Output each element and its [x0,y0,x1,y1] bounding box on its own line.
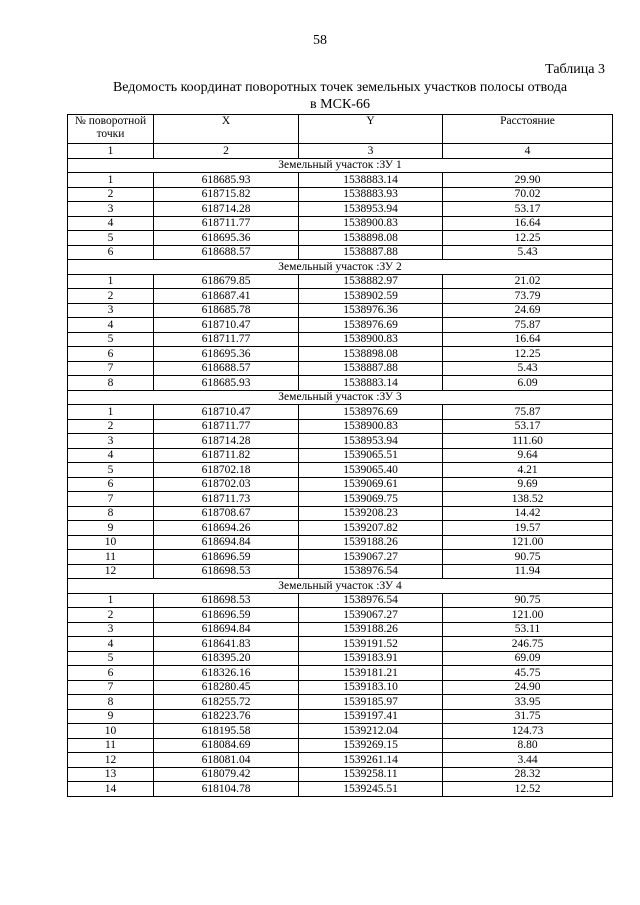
header-point-number [68,115,154,144]
distance-cell: 70.02 [443,187,613,202]
y-cell: 1538902.59 [299,289,443,304]
header-point-line-2: точки [96,127,125,140]
point-number-cell: 6 [68,666,154,681]
x-cell: 618702.18 [154,463,299,478]
distance-cell: 12.52 [443,782,613,797]
distance-cell: 11.94 [443,564,613,579]
table-row [68,738,613,753]
table-row [68,506,613,521]
x-cell: 618714.28 [154,434,299,449]
point-number-cell: 11 [68,738,154,753]
title-line-1: Ведомость координат поворотных точек земельных участков полосы отвода [112,80,568,95]
point-number-cell: 1 [68,593,154,608]
table-row [68,419,613,434]
y-cell: 1539258.11 [299,767,443,782]
column-number: 2 [154,144,299,159]
table-row [68,753,613,768]
y-cell: 1539261.14 [299,753,443,768]
coordinates-table [67,114,613,797]
table-row [68,695,613,710]
x-cell: 618711.73 [154,492,299,507]
distance-cell: 33.95 [443,695,613,710]
section-row [68,158,613,173]
y-cell: 1538976.69 [299,405,443,420]
distance-cell: 19.57 [443,521,613,536]
x-cell: 618685.78 [154,303,299,318]
table-row [68,521,613,536]
y-cell: 1539188.26 [299,535,443,550]
x-cell: 618685.93 [154,173,299,188]
distance-cell: 138.52 [443,492,613,507]
point-number-cell: 3 [68,622,154,637]
y-cell: 1539183.91 [299,651,443,666]
table-label: Таблица 3 [545,62,605,77]
point-number-cell: 10 [68,535,154,550]
distance-cell: 31.75 [443,709,613,724]
y-cell: 1538953.94 [299,202,443,217]
x-cell: 618715.82 [154,187,299,202]
section-title: Земельный участок :ЗУ 3 [68,390,613,405]
table-row [68,608,613,623]
x-cell: 618641.83 [154,637,299,652]
y-cell: 1538883.14 [299,173,443,188]
section-row [68,579,613,594]
table-row [68,724,613,739]
column-number: 3 [299,144,443,159]
x-cell: 618223.76 [154,709,299,724]
y-cell: 1539197.41 [299,709,443,724]
y-cell: 1539269.15 [299,738,443,753]
y-cell: 1539069.75 [299,492,443,507]
point-number-cell: 11 [68,550,154,565]
point-number-cell: 4 [68,216,154,231]
distance-cell: 16.64 [443,332,613,347]
x-cell: 618195.58 [154,724,299,739]
y-cell: 1538883.93 [299,187,443,202]
x-cell: 618710.47 [154,318,299,333]
table-row [68,289,613,304]
distance-cell: 75.87 [443,318,613,333]
point-number-cell: 3 [68,434,154,449]
point-number-cell: 6 [68,347,154,362]
point-number-cell: 5 [68,332,154,347]
distance-cell: 9.64 [443,448,613,463]
point-number-cell: 4 [68,637,154,652]
point-number-cell: 1 [68,405,154,420]
point-number-cell: 7 [68,492,154,507]
x-cell: 618696.59 [154,550,299,565]
table-row [68,361,613,376]
table-row [68,202,613,217]
header-row [68,115,613,144]
table-row [68,622,613,637]
table-row [68,564,613,579]
table-row [68,303,613,318]
y-cell: 1538882.97 [299,274,443,289]
table-row [68,231,613,246]
x-cell: 618708.67 [154,506,299,521]
y-cell: 1539245.51 [299,782,443,797]
table-row [68,550,613,565]
table-row [68,332,613,347]
distance-cell: 3.44 [443,753,613,768]
distance-cell: 73.79 [443,289,613,304]
distance-cell: 6.09 [443,376,613,391]
point-number-cell: 4 [68,318,154,333]
y-cell: 1538883.14 [299,376,443,391]
point-number-cell: 7 [68,361,154,376]
x-cell: 618084.69 [154,738,299,753]
x-cell: 618685.93 [154,376,299,391]
point-number-cell: 5 [68,463,154,478]
distance-cell: 4.21 [443,463,613,478]
y-cell: 1538976.69 [299,318,443,333]
table-row [68,709,613,724]
distance-cell: 29.90 [443,173,613,188]
distance-cell: 14.42 [443,506,613,521]
x-cell: 618679.85 [154,274,299,289]
distance-cell: 75.87 [443,405,613,420]
distance-cell: 9.69 [443,477,613,492]
point-number-cell: 2 [68,419,154,434]
distance-cell: 121.00 [443,535,613,550]
y-cell: 1538898.08 [299,231,443,246]
y-cell: 1539065.40 [299,463,443,478]
x-cell: 618079.42 [154,767,299,782]
x-cell: 618711.77 [154,419,299,434]
distance-cell: 12.25 [443,231,613,246]
y-cell: 1539067.27 [299,608,443,623]
section-row [68,390,613,405]
x-cell: 618694.26 [154,521,299,536]
y-cell: 1538976.54 [299,593,443,608]
distance-cell: 24.90 [443,680,613,695]
table-row [68,593,613,608]
title-line-2: в МСК-66 [310,97,370,112]
x-cell: 618687.41 [154,289,299,304]
table-row [68,767,613,782]
point-number-cell: 2 [68,187,154,202]
table-row [68,216,613,231]
x-cell: 618104.78 [154,782,299,797]
distance-cell: 53.17 [443,202,613,217]
table-row [68,680,613,695]
x-cell: 618696.59 [154,608,299,623]
point-number-cell: 10 [68,724,154,739]
x-cell: 618710.47 [154,405,299,420]
x-cell: 618702.03 [154,477,299,492]
distance-cell: 121.00 [443,608,613,623]
point-number-cell: 8 [68,695,154,710]
header-y: Y [299,115,443,144]
column-number: 4 [443,144,613,159]
table-row [68,637,613,652]
point-number-cell: 14 [68,782,154,797]
y-cell: 1538900.83 [299,332,443,347]
point-number-cell: 12 [68,564,154,579]
table-row [68,535,613,550]
x-cell: 618326.16 [154,666,299,681]
distance-cell: 24.69 [443,303,613,318]
distance-cell: 16.64 [443,216,613,231]
x-cell: 618698.53 [154,593,299,608]
y-cell: 1539181.21 [299,666,443,681]
table-row [68,318,613,333]
point-number-cell: 9 [68,709,154,724]
distance-cell: 90.75 [443,550,613,565]
document-title [60,79,620,113]
y-cell: 1539208.23 [299,506,443,521]
y-cell: 1538953.94 [299,434,443,449]
y-cell: 1539067.27 [299,550,443,565]
section-title: Земельный участок :ЗУ 4 [68,579,613,594]
distance-cell: 246.75 [443,637,613,652]
x-cell: 618688.57 [154,361,299,376]
point-number-cell: 7 [68,680,154,695]
point-number-cell: 2 [68,608,154,623]
point-number-cell: 5 [68,651,154,666]
x-cell: 618714.28 [154,202,299,217]
table-body [68,158,613,796]
y-cell: 1538898.08 [299,347,443,362]
table-row [68,463,613,478]
table-row [68,173,613,188]
table-row [68,245,613,260]
header-point-line-1: № поворотной [74,115,147,127]
y-cell: 1539185.97 [299,695,443,710]
y-cell: 1539191.52 [299,637,443,652]
table-row [68,448,613,463]
x-cell: 618695.36 [154,231,299,246]
x-cell: 618255.72 [154,695,299,710]
y-cell: 1539065.51 [299,448,443,463]
distance-cell: 28.32 [443,767,613,782]
page-number: 58 [313,33,327,48]
distance-cell: 5.43 [443,361,613,376]
point-number-cell: 6 [68,245,154,260]
y-cell: 1538976.36 [299,303,443,318]
point-number-cell: 2 [68,289,154,304]
section-title: Земельный участок :ЗУ 2 [68,260,613,275]
y-cell: 1538887.88 [299,245,443,260]
point-number-cell: 1 [68,173,154,188]
distance-cell: 45.75 [443,666,613,681]
distance-cell: 5.43 [443,245,613,260]
header-distance: Расстояние [443,115,613,144]
y-cell: 1539183.10 [299,680,443,695]
y-cell: 1539188.26 [299,622,443,637]
distance-cell: 90.75 [443,593,613,608]
table-row [68,782,613,797]
table-row [68,651,613,666]
distance-cell: 124.73 [443,724,613,739]
table-row [68,274,613,289]
x-cell: 618711.77 [154,216,299,231]
table-row [68,187,613,202]
y-cell: 1538976.54 [299,564,443,579]
y-cell: 1538900.83 [299,216,443,231]
x-cell: 618711.82 [154,448,299,463]
column-number: 1 [68,144,154,159]
y-cell: 1538900.83 [299,419,443,434]
point-number-cell: 3 [68,303,154,318]
y-cell: 1538887.88 [299,361,443,376]
point-number-cell: 13 [68,767,154,782]
distance-cell: 53.11 [443,622,613,637]
section-title: Земельный участок :ЗУ 1 [68,158,613,173]
y-cell: 1539212.04 [299,724,443,739]
table-row [68,405,613,420]
distance-cell: 12.25 [443,347,613,362]
distance-cell: 53.17 [443,419,613,434]
x-cell: 618081.04 [154,753,299,768]
point-number-cell: 8 [68,376,154,391]
distance-cell: 111.60 [443,434,613,449]
table-row [68,376,613,391]
x-cell: 618695.36 [154,347,299,362]
x-cell: 618280.45 [154,680,299,695]
point-number-cell: 12 [68,753,154,768]
section-row [68,260,613,275]
x-cell: 618688.57 [154,245,299,260]
x-cell: 618395.20 [154,651,299,666]
y-cell: 1539207.82 [299,521,443,536]
header-x: X [154,115,299,144]
point-number-cell: 1 [68,274,154,289]
table-row [68,434,613,449]
point-number-cell: 3 [68,202,154,217]
y-cell: 1539069.61 [299,477,443,492]
x-cell: 618711.77 [154,332,299,347]
table-row [68,347,613,362]
x-cell: 618698.53 [154,564,299,579]
table-row [68,666,613,681]
column-numbers-row [68,144,613,159]
distance-cell: 21.02 [443,274,613,289]
distance-cell: 8.80 [443,738,613,753]
table-row [68,492,613,507]
x-cell: 618694.84 [154,535,299,550]
x-cell: 618694.84 [154,622,299,637]
point-number-cell: 9 [68,521,154,536]
point-number-cell: 4 [68,448,154,463]
distance-cell: 69.09 [443,651,613,666]
point-number-cell: 6 [68,477,154,492]
table-row [68,477,613,492]
point-number-cell: 5 [68,231,154,246]
point-number-cell: 8 [68,506,154,521]
